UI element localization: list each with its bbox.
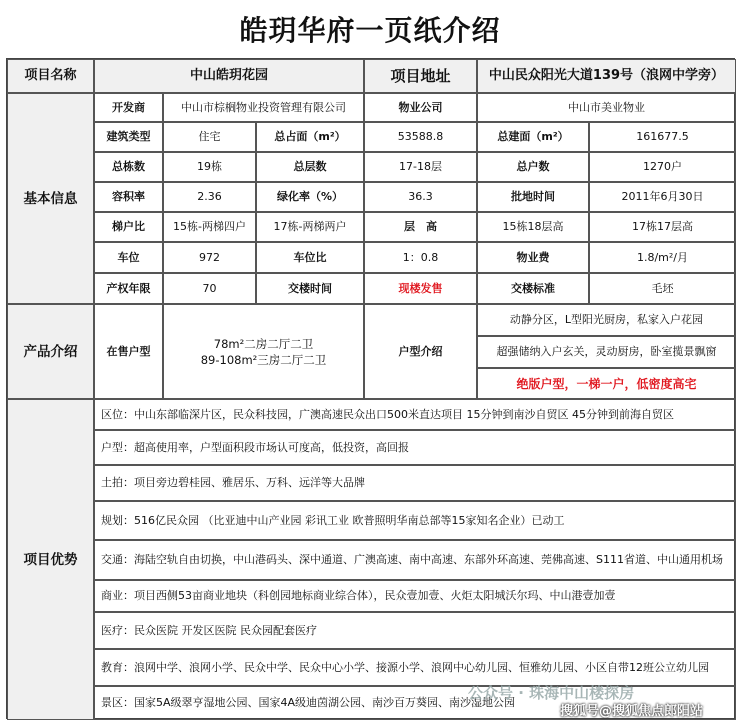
- wechat-watermark: 公众号 · 珠海中山楼探房: [468, 684, 635, 702]
- basic-label: 总户数: [477, 152, 589, 182]
- section-product: 产品介绍: [7, 304, 94, 399]
- basic-value: 17-18层: [364, 152, 477, 182]
- project-name-value: 中山皓玥花园: [94, 59, 364, 93]
- basic-value: 毛坯: [589, 273, 736, 304]
- basic-label: 建筑类型: [94, 122, 163, 152]
- basic-label: 物业公司: [364, 93, 477, 122]
- section-advantages: 项目优势: [7, 399, 94, 720]
- advantage-item: 户型：超高使用率，户型面积段市场认可度高，低投资，高回报: [94, 430, 736, 465]
- advantage-item: 区位：中山东部临深片区，民众科技园，广澳高速民众出口500米直达项目 15分钟到南沙自贸区 45分钟到前海自贸区: [94, 399, 736, 430]
- basic-value: 住宅: [163, 122, 256, 152]
- basic-value: 19栋: [163, 152, 256, 182]
- basic-value: 972: [163, 242, 256, 273]
- layout-feature: 动静分区，L型阳光厨房，私家入户花园: [477, 304, 736, 336]
- on-sale-label: 在售户型: [94, 304, 163, 399]
- basic-label: 容积率: [94, 182, 163, 212]
- basic-label: 交楼时间: [256, 273, 364, 304]
- on-sale-type: 89-108m²三房二厅二卫: [200, 352, 327, 367]
- basic-value: 1.8/m²/月: [589, 242, 736, 273]
- basic-value: 53588.8: [364, 122, 477, 152]
- basic-value: 2.36: [163, 182, 256, 212]
- basic-value: 2011年6月30日: [589, 182, 736, 212]
- info-table: [6, 58, 735, 719]
- advantage-item: 商业：项目西侧53亩商业地块（科创园地标商业综合体），民众壹加壹、火炬太阳城沃尔玛、中山港壹加壹: [94, 580, 736, 612]
- basic-label: 产权年限: [94, 273, 163, 304]
- basic-value: 15栋18层高: [477, 212, 589, 242]
- on-sale-types: [163, 304, 364, 399]
- project-address-label: 项目地址: [364, 59, 477, 93]
- basic-label: 交楼标准: [477, 273, 589, 304]
- basic-value: 161677.5: [589, 122, 736, 152]
- basic-label: 车位: [94, 242, 163, 273]
- basic-label: 总建面（m²）: [477, 122, 589, 152]
- delivery-status: 现楼发售: [364, 273, 477, 304]
- advantage-item: 教育：浪网中学、浪网小学、民众中学、民众中心小学、接源小学、浪网中心幼儿园、恒雅幼儿园、小区自带12班公立幼儿园: [94, 649, 736, 686]
- project-address-value: 中山民众阳光大道139号（浪网中学旁）: [477, 59, 736, 93]
- basic-value: 中山市美业物业: [477, 93, 736, 122]
- basic-label: 绿化率（%）: [256, 182, 364, 212]
- basic-value: 中山市棕榈物业投资管理有限公司: [163, 93, 364, 122]
- layout-intro-label: 户型介绍: [364, 304, 477, 399]
- advantage-item: 医疗：民众医院 开发区医院 民众园配套医疗: [94, 612, 736, 649]
- basic-label: 梯户比: [94, 212, 163, 242]
- basic-value: 17栋-两梯两户: [256, 212, 364, 242]
- basic-label: 开发商: [94, 93, 163, 122]
- basic-label: 总层数: [256, 152, 364, 182]
- basic-value: 1：0.8: [364, 242, 477, 273]
- page-title: 皓玥华府一页纸介绍: [239, 14, 501, 47]
- basic-label: 物业费: [477, 242, 589, 273]
- section-basic-info: 基本信息: [7, 93, 94, 304]
- layout-feature: 超强储纳入户玄关，灵动厨房，卧室揽景飘窗: [477, 336, 736, 368]
- basic-value: 1270户: [589, 152, 736, 182]
- basic-value: 36.3: [364, 182, 477, 212]
- sohu-watermark: 搜狐号@搜狐焦点郎阳站: [560, 704, 704, 719]
- basic-value: 15栋-两梯四户: [163, 212, 256, 242]
- basic-label: 层 高: [364, 212, 477, 242]
- advantage-item: 景区：国家5A级翠亨湿地公园、国家4A级迪茵湖公园、南沙百万葵园、南沙湿地公园: [94, 686, 736, 720]
- basic-value: 70: [163, 273, 256, 304]
- basic-label: 总占面（m²）: [256, 122, 364, 152]
- basic-label: 批地时间: [477, 182, 589, 212]
- on-sale-type: 78m²二房二厅二卫: [213, 336, 314, 351]
- advantage-item: 交通：海陆空轨自由切换，中山港码头、深中通道、广澳高速、南中高速、东部外环高速、莞佛高速、S111省道、中山通用机场: [94, 540, 736, 580]
- advantage-item: 规划：516亿民众园 （比亚迪中山产业园 彩讯工业 欧普照明华南总部等15家知名企业）已动工: [94, 501, 736, 540]
- basic-value: 17栋17层高: [589, 212, 736, 242]
- layout-highlight: 绝版户型，一梯一户，低密度高宅: [477, 368, 736, 399]
- advantage-item: 土拍：项目旁边碧桂园、雅居乐、万科、远洋等大品牌: [94, 465, 736, 501]
- project-name-label: 项目名称: [7, 59, 94, 93]
- basic-label: 总栋数: [94, 152, 163, 182]
- basic-label: 车位比: [256, 242, 364, 273]
